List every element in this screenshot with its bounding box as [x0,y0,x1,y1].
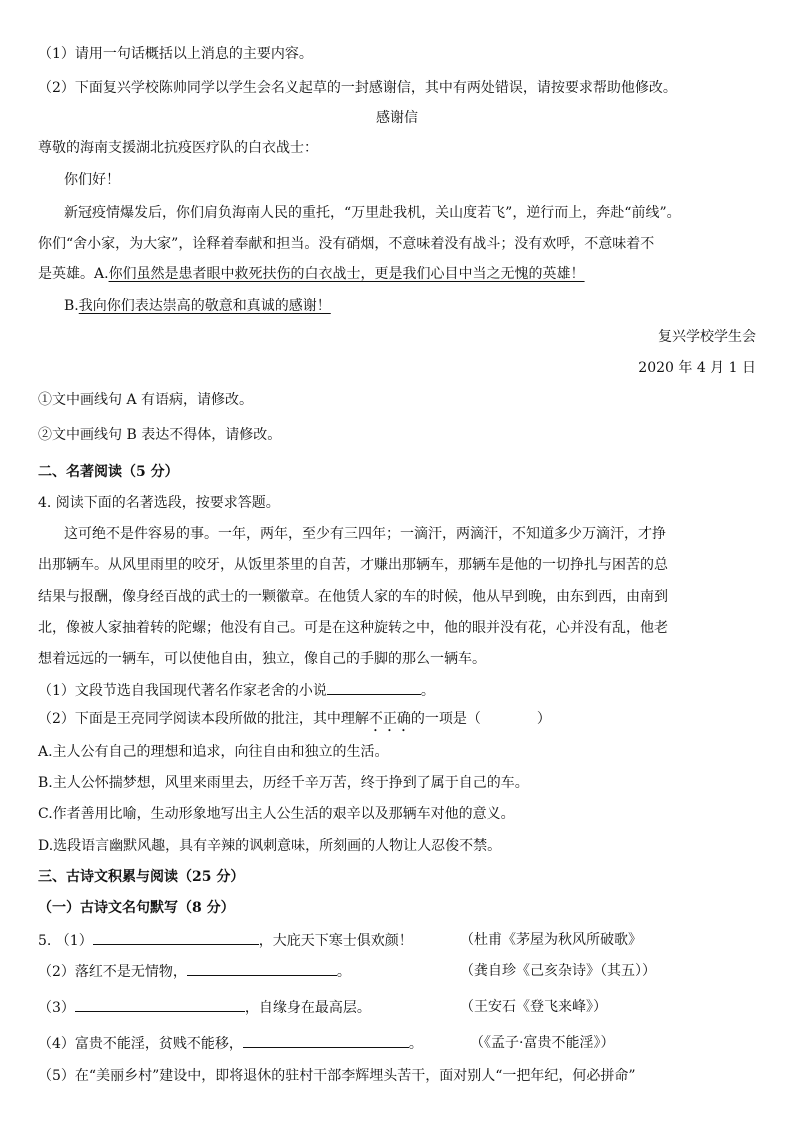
answer-blank[interactable] [243,1033,409,1048]
recitation-item [38,930,413,951]
answer-blank[interactable] [187,961,337,976]
letter-paragraph-text: 是英雄。A. [38,266,109,282]
answer-blank[interactable] [93,930,259,945]
answer-blank[interactable] [75,997,245,1012]
item-prefix: （4）富贵不能淫，贫贱不能移， [38,1036,243,1052]
q4-sub2 [38,709,551,735]
item-prefix: （3） [38,1000,75,1016]
letter-paragraph-line: 新冠疫情爆发后，你们肩负海南人民的重托，“万里赴我机，关山度若飞”，逆行而上，奔赴“前线”。 [64,205,681,221]
option-d: D.选段语言幽默风趣，具有辛辣的讽刺意味，所刻画的人物让人忍俊不禁。 [38,838,502,854]
passage-line: 想着远远的一辆车，可以使他自由，独立，像自己的手脚的那么一辆车。 [38,651,486,667]
letter-salutation: 尊敬的海南支援湖北抗疫医疗队的白衣战士： [38,140,318,156]
letter-title: 感谢信 [376,110,418,126]
letter-paragraph-line [38,264,585,284]
underlined-sentence-a: 你们虽然是患者眼中救死扶伤的白衣战士，更是我们心目中当之无愧的英雄！ [108,266,585,282]
answer-blank[interactable] [327,680,421,695]
item-suffix: ，大庇天下寒士俱欢颜！ [258,933,413,949]
passage-line: 北，像被人家抽着转的陀螺；他没有自己。可是在这种旋转之中，他的眼并没有花，心并没有乱，他老 [38,620,668,636]
recitation-item [38,1033,423,1054]
recitation-item [38,961,351,982]
q3-task2: ②文中画线句 B 表达不得体，请修改。 [38,427,282,443]
q3-sub1: （1）请用一句话概括以上消息的主要内容。 [38,46,313,62]
item-source: （《孟子·富贵不能淫》） [470,1035,615,1051]
section-heading: 三、古诗文积累与阅读（25 分） [38,869,245,885]
q4-sub2-text: （2）下面是王亮同学阅读本段所做的批注，其中理解 [38,711,369,727]
passage-line: 结果与报酬，像身经百战的武士的一颗徽章。在他赁人家的车的时候，他从早到晚，由东到西，由南到 [38,589,668,605]
q4-sub1 [38,680,435,701]
underlined-sentence-b: 我向你们表达崇高的敬意和真诚的感谢！ [78,298,331,314]
passage-line: 这可绝不是件容易的事。一年，两年，至少有三四年；一滴汗，两滴汗，不知道多少万滴汗，才挣 [64,526,666,542]
q3-sub2: （2）下面复兴学校陈帅同学以学生会名义起草的一封感谢信，其中有两处错误，请按要求帮助他修改。 [38,80,677,96]
letter-greeting: 你们好！ [64,172,120,188]
label-b: B. [64,298,79,314]
letter-signature: 复兴学校学生会 [658,329,756,345]
q3-task1: ①文中画线句 A 有语病，请修改。 [38,392,254,408]
q4-intro: 4. 阅读下面的名著选段，按要求答题。 [38,495,280,511]
section-heading: 二、名著阅读（5 分） [38,464,179,480]
sub-section-heading: （一）古诗文名句默写（8 分） [38,900,235,916]
item-suffix: ，自缘身在最高层。 [244,1000,371,1016]
item-source: （龚自珍《己亥杂诗》（其五）） [460,963,656,979]
item-source: （杜甫《茅屋为秋风所破歌》 [460,932,642,948]
emphasized-text: 不正确 [368,711,411,727]
option-c: C.作者善用比喻，生动形象地写出主人公生活的艰辛以及那辆车对他的意义。 [38,806,515,822]
q4-sub1-end: 。 [420,683,435,699]
option-a: A.主人公有自己的理想和追求，向往自由和独立的生活。 [38,744,389,760]
option-b: B.主人公怀揣梦想，风里来雨里去，历经千辛万苦，终于挣到了属于自己的车。 [38,775,529,791]
item-suffix: 。 [336,964,351,980]
item-suffix: 。 [408,1036,423,1052]
item-source: （王安石《登飞来峰》） [460,999,607,1015]
q4-sub1-text: （1）文段节选自我国现代著名作家老舍的小说 [38,683,327,699]
recitation-item [38,997,371,1018]
passage-line: 出那辆车。从风里雨里的咬牙，从饭里茶里的自苦，才赚出那辆车，那辆车是他的一切挣扎与困苦的总 [38,557,668,573]
recitation-item-5: （5）在“美丽乡村”建设中，即将退休的驻村干部李辉埋头苦干，面对别人“一把年纪，何必拼命” [38,1068,636,1084]
item-prefix: 5. （1） [38,933,93,949]
letter-line-b [64,296,331,316]
item-prefix: （2）落红不是无情物， [38,964,187,980]
letter-date: 2020 年 4 月 1 日 [638,360,756,376]
q4-sub2-end: 的一项是（ ） [410,711,551,727]
letter-paragraph-line: 你们“舍小家，为大家”，诠释着奉献和担当。没有硝烟，不意味着没有战斗；没有欢呼，不意味着不 [38,236,655,252]
